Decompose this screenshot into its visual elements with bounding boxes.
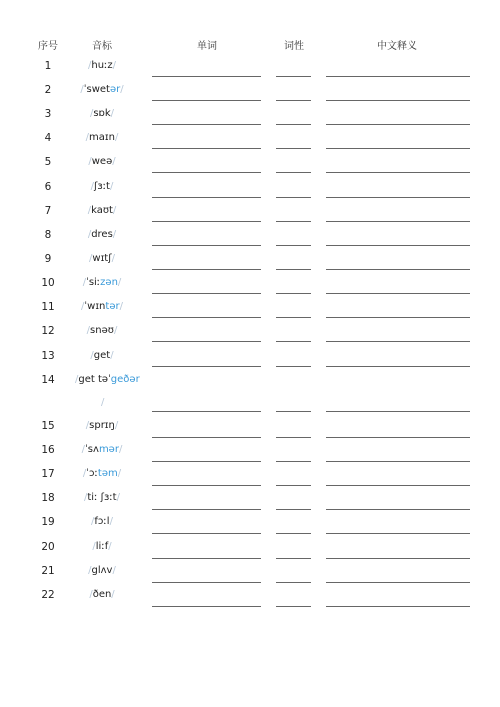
pos-blank[interactable]	[276, 485, 311, 486]
meaning-blank[interactable]	[326, 293, 470, 294]
row-number-text: 2	[44, 84, 52, 96]
word-blank[interactable]	[152, 100, 261, 101]
row-number-text: 4	[44, 132, 52, 144]
phonetic-slash: /	[88, 156, 92, 167]
phonetic-slash: /	[111, 589, 115, 600]
phonetic-slash: /	[82, 468, 87, 479]
row-number-text: 8	[44, 229, 52, 241]
row-number-text: 6	[44, 181, 52, 193]
meaning-blank[interactable]	[326, 461, 470, 462]
meaning-blank[interactable]	[326, 172, 470, 173]
phonetic-slash: /	[101, 397, 105, 408]
pos-blank[interactable]	[276, 269, 311, 270]
phonetic	[75, 374, 140, 385]
pos-blank[interactable]	[276, 76, 311, 77]
phonetic-text: get	[93, 350, 111, 361]
word-blank[interactable]	[152, 437, 261, 438]
phonetic-slash: /	[89, 253, 93, 264]
pos-blank[interactable]	[276, 293, 311, 294]
phonetic-slash: /	[84, 492, 88, 503]
phonetic-slash: /	[109, 181, 114, 192]
phonetic-slash: /	[88, 565, 92, 576]
word-blank[interactable]	[152, 411, 261, 412]
phonetic-text: wɪtʃ	[92, 253, 112, 264]
phonetic-slash: /	[113, 325, 118, 336]
row-number-text: 10	[41, 277, 55, 289]
meaning-blank[interactable]	[326, 533, 470, 534]
phonetic-slash: /	[91, 516, 95, 527]
header-pos: 词性	[284, 41, 304, 52]
phonetic-text: tiː ʃɜːt	[87, 492, 117, 503]
phonetic-text: liːf	[95, 541, 109, 552]
phonetic-text: kaʊt	[91, 205, 113, 216]
phonetic-slash: /	[90, 350, 94, 361]
phonetic-wrap	[86, 132, 119, 143]
phonetic-slash: /	[92, 541, 96, 552]
phonetic-slash: /	[118, 444, 123, 455]
meaning-blank[interactable]	[326, 317, 470, 318]
meaning-blank[interactable]	[326, 197, 470, 198]
phonetic-slash: /	[87, 60, 92, 71]
phonetic-text: glʌv	[91, 565, 113, 576]
word-blank[interactable]	[152, 293, 261, 294]
phonetic-text: ˈsiː	[86, 277, 101, 288]
word-blank[interactable]	[152, 245, 261, 246]
header-meaning: 中文释义	[377, 41, 417, 52]
phonetic-wrap	[88, 565, 116, 576]
phonetic-text: dres	[91, 229, 113, 240]
pos-blank[interactable]	[276, 411, 311, 412]
phonetic-wrap	[81, 301, 123, 312]
phonetic-text: get təˈ	[78, 374, 111, 385]
row-number-text: 17	[41, 468, 55, 480]
phonetic-wrap	[88, 205, 117, 216]
meaning-blank[interactable]	[326, 437, 470, 438]
word-blank[interactable]	[152, 366, 261, 367]
pos-blank[interactable]	[276, 461, 311, 462]
meaning-blank[interactable]	[326, 124, 470, 125]
word-blank[interactable]	[152, 533, 261, 534]
meaning-blank[interactable]	[326, 411, 470, 412]
row-number-text: 18	[41, 492, 55, 504]
row-number-text: 11	[41, 301, 55, 313]
word-blank[interactable]	[152, 341, 261, 342]
phonetic-wrap	[89, 589, 114, 600]
phonetic-text: ˈwɪn	[84, 301, 106, 312]
word-blank[interactable]	[152, 485, 261, 486]
row-number-text: 3	[44, 108, 52, 120]
word-blank[interactable]	[152, 124, 261, 125]
phonetic-wrap	[83, 277, 122, 288]
phonetic-slash: /	[110, 108, 115, 119]
phonetic-text: ˈsʌ	[85, 444, 99, 455]
pos-blank[interactable]	[276, 437, 311, 438]
phonetic-slash: /	[112, 205, 117, 216]
phonetic-slash: /	[112, 565, 116, 576]
phonetic-wrap	[90, 350, 113, 361]
phonetic-slash: /	[85, 132, 90, 143]
pos-blank[interactable]	[276, 533, 311, 534]
pos-blank[interactable]	[276, 582, 311, 583]
phonetic-text: snəʊ	[90, 325, 114, 336]
word-blank[interactable]	[152, 269, 261, 270]
phonetic-slash: /	[111, 253, 115, 264]
word-blank[interactable]	[152, 148, 261, 149]
phonetic-text: ˈɔː	[86, 468, 98, 479]
pos-blank[interactable]	[276, 366, 311, 367]
phonetic-text: sɒk	[93, 108, 111, 119]
phonetic-slash: /	[108, 541, 112, 552]
row-number-text: 7	[44, 205, 52, 217]
pos-blank[interactable]	[276, 197, 311, 198]
phonetic-slash: /	[117, 277, 122, 288]
phonetic-highlight: geðər	[110, 374, 140, 385]
phonetic-wrap	[83, 468, 121, 479]
row-number-text: 16	[41, 444, 55, 456]
phonetic-wrap	[80, 84, 123, 95]
phonetic-wrap	[92, 541, 111, 552]
phonetic-wrap	[84, 492, 120, 503]
row-number-text: 22	[41, 589, 55, 601]
word-blank[interactable]	[152, 76, 261, 77]
row-number-text: 1	[44, 60, 52, 72]
phonetic-highlight: mər	[98, 444, 119, 455]
header-phonetic: 音标	[92, 41, 112, 52]
phonetic-slash: /	[90, 181, 95, 192]
phonetic-slash: /	[86, 325, 91, 336]
row-number-text: 20	[41, 541, 55, 553]
pos-blank[interactable]	[276, 100, 311, 101]
meaning-blank[interactable]	[326, 245, 470, 246]
phonetic-slash: /	[112, 156, 116, 167]
word-blank[interactable]	[152, 509, 261, 510]
word-blank[interactable]	[152, 317, 261, 318]
phonetic-slash: /	[80, 84, 84, 95]
phonetic-wrap	[87, 325, 118, 336]
phonetic-wrap	[88, 60, 116, 71]
word-blank[interactable]	[152, 582, 261, 583]
row-number-text: 14	[41, 374, 55, 386]
meaning-blank[interactable]	[326, 341, 470, 342]
phonetic-highlight: zən	[100, 277, 118, 288]
phonetic-slash: /	[85, 420, 90, 431]
phonetic-slash: /	[81, 301, 85, 312]
row-number-text: 12	[41, 325, 55, 337]
word-blank[interactable]	[152, 221, 261, 222]
phonetic-slash: /	[114, 420, 119, 431]
phonetic-wrap	[86, 420, 118, 431]
phonetic-slash: /	[75, 374, 79, 385]
phonetic-text: maɪn	[89, 132, 115, 143]
phonetic-slash: /	[81, 444, 86, 455]
row-number-text: 21	[41, 565, 55, 577]
header-num: 序号	[38, 41, 58, 52]
word-blank[interactable]	[152, 197, 261, 198]
meaning-blank[interactable]	[326, 582, 470, 583]
meaning-blank[interactable]	[326, 606, 470, 607]
phonetic-slash: /	[89, 589, 93, 600]
phonetic-wrap	[82, 444, 123, 455]
phonetic-slash: /	[82, 277, 87, 288]
phonetic-text: weə	[91, 156, 113, 167]
phonetic-slash: /	[112, 229, 117, 240]
phonetic-slash: /	[89, 108, 94, 119]
phonetic-slash: /	[109, 516, 113, 527]
phonetic-slash: /	[87, 205, 92, 216]
pos-blank[interactable]	[276, 221, 311, 222]
word-blank[interactable]	[152, 172, 261, 173]
phonetic-slash: /	[112, 60, 117, 71]
row-number-text: 19	[41, 516, 55, 528]
meaning-blank[interactable]	[326, 558, 470, 559]
phonetic-text: sprɪŋ	[89, 420, 115, 431]
pos-blank[interactable]	[276, 558, 311, 559]
phonetic-slash: /	[120, 84, 124, 95]
phonetic-wrap	[88, 229, 116, 240]
phonetic-wrap	[91, 181, 114, 192]
phonetic-wrap	[89, 253, 115, 264]
row-number-text: 15	[41, 420, 55, 432]
phonetic-slash: /	[119, 301, 123, 312]
meaning-blank[interactable]	[326, 100, 470, 101]
row-number-text: 9	[44, 253, 52, 265]
word-blank[interactable]	[152, 606, 261, 607]
phonetic-slash: /	[116, 492, 120, 503]
meaning-blank[interactable]	[326, 76, 470, 77]
row-number-text: 5	[44, 156, 52, 168]
phonetic-text: ðen	[92, 589, 112, 600]
pos-blank[interactable]	[276, 148, 311, 149]
phonetic-highlight: təm	[97, 468, 118, 479]
pos-blank[interactable]	[276, 317, 311, 318]
phonetic-wrap	[88, 156, 115, 167]
word-blank[interactable]	[152, 461, 261, 462]
header-word: 单词	[197, 41, 217, 52]
pos-blank[interactable]	[276, 124, 311, 125]
phonetic-slash: /	[87, 229, 92, 240]
phonetic-highlight: tər	[105, 301, 120, 312]
phonetic-slash: /	[114, 132, 119, 143]
phonetic-text: ˈswet	[83, 84, 110, 95]
meaning-blank[interactable]	[326, 221, 470, 222]
phonetic-wrap	[91, 516, 113, 527]
row-number-text: 13	[41, 350, 55, 362]
meaning-blank[interactable]	[326, 485, 470, 486]
pos-blank[interactable]	[276, 606, 311, 607]
pos-blank[interactable]	[276, 172, 311, 173]
meaning-blank[interactable]	[326, 148, 470, 149]
phonetic-highlight: ər	[109, 84, 121, 95]
phonetic-text: huːz	[91, 60, 113, 71]
phonetic-slash: /	[117, 468, 122, 479]
phonetic-text: fɔːl	[94, 516, 110, 527]
phonetic-text: ʃɜːt	[94, 181, 110, 192]
meaning-blank[interactable]	[326, 366, 470, 367]
pos-blank[interactable]	[276, 509, 311, 510]
word-blank[interactable]	[152, 558, 261, 559]
pos-blank[interactable]	[276, 341, 311, 342]
meaning-blank[interactable]	[326, 509, 470, 510]
phonetic-wrap	[90, 108, 114, 119]
pos-blank[interactable]	[276, 245, 311, 246]
phonetic-slash: /	[110, 350, 114, 361]
meaning-blank[interactable]	[326, 269, 470, 270]
